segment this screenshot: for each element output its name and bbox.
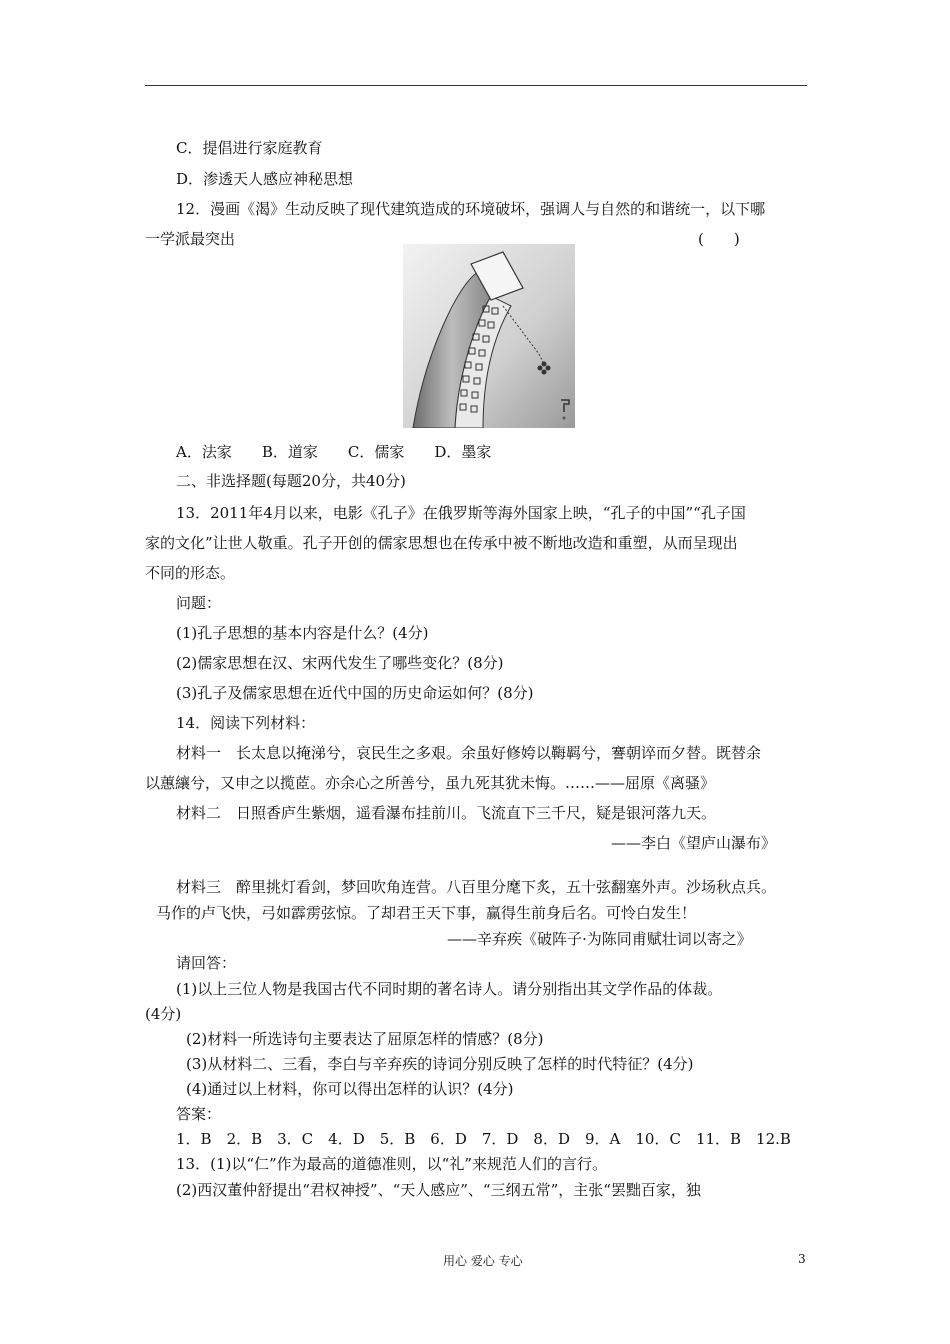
answers-label: 答案： xyxy=(176,1105,222,1123)
q14-material1-line2: 以蕙纕兮，又申之以揽茝。亦余心之所善兮，虽九死其犹未悔。……——屈原《离骚》 xyxy=(145,774,716,792)
q14-sub4: (4)通过以上材料，你可以得出怎样的认识？(4分) xyxy=(186,1080,514,1098)
footer-center-text: 用心 爱心 专心 xyxy=(443,1254,523,1268)
option-c: C．提倡进行家庭教育 xyxy=(176,139,323,157)
q14-answer-prompt: 请回答： xyxy=(176,954,237,972)
q13-question-label: 问题： xyxy=(176,594,222,612)
q13-line2: 家的文化”让世人敬重。孔子开创的儒家思想也在传承中被不断地改造和重塑，从而呈现出 xyxy=(145,534,738,552)
q14-sub3: (3)从材料二、三看，李白与辛弃疾的诗词分别反映了怎样的时代特征？(4分) xyxy=(186,1055,694,1073)
header-rule xyxy=(145,85,807,86)
q14-sub1-line1: (1)以上三位人物是我国古代不同时期的著名诗人。请分别指出其文学作品的体裁。 xyxy=(176,980,723,998)
q14-material2-source: ——李白《望庐山瀑布》 xyxy=(611,834,777,852)
q14-intro: 14．阅读下列材料： xyxy=(176,714,316,732)
q13-line1: 13．2011年4月以来，电影《孔子》在俄罗斯等海外国家上映，“孔子的中国”“孔子国 xyxy=(176,504,746,522)
option-d: D．渗透天人感应神秘思想 xyxy=(176,170,354,188)
q14-material3-line2: 马作的卢飞快，弓如霹雳弦惊。了却君王天下事，赢得生前身后名。可怜白发生！ xyxy=(156,904,697,922)
answers-multiple-choice: 1．B 2．B 3．C 4．D 5．B 6．D 7．D 8．D 9．A 10．C 11．B 12.B xyxy=(176,1130,791,1148)
q12-choices: A．法家 B．道家 C．儒家 D．墨家 xyxy=(176,443,492,461)
q12-bracket: ( ) xyxy=(698,230,740,248)
q13-sub2: (2)儒家思想在汉、宋两代发生了哪些变化？(8分) xyxy=(176,654,504,672)
q14-material2-line1: 材料二 日照香庐生紫烟，遥看瀑布挂前川。飞流直下三千尺，疑是银河落九天。 xyxy=(176,804,717,822)
q12-line1: 12．漫画《渴》生动反映了现代建筑造成的环境破坏，强调人与自然的和谐统一，以下哪 xyxy=(176,200,766,218)
q13-line3: 不同的形态。 xyxy=(145,564,236,582)
q13-sub1: (1)孔子思想的基本内容是什么？(4分) xyxy=(176,624,429,642)
page-number: 3 xyxy=(798,1252,806,1266)
q12-line2: 一学派最突出 xyxy=(145,230,236,248)
answers-q13-1: 13．(1)以“仁”作为最高的道德准则，以“礼”来规范人们的言行。 xyxy=(176,1155,608,1173)
q14-material3-line1: 材料三 醉里挑灯看剑，梦回吹角连营。八百里分麾下炙，五十弦翻塞外声。沙场秋点兵。 xyxy=(176,878,777,896)
q13-sub3: (3)孔子及儒家思想在近代中国的历史命运如何？(8分) xyxy=(176,684,534,702)
cartoon-thirst-image xyxy=(403,244,575,428)
section-2-heading: 二、非选择题(每题20分，共40分) xyxy=(176,472,406,490)
q14-material1-line1: 材料一 长太息以掩涕兮，哀民生之多艰。余虽好修姱以𩊱羁兮，謇朝谇而夕替。既替余 xyxy=(176,744,762,762)
q14-sub2: (2)材料一所选诗句主要表达了屈原怎样的情感？(8分) xyxy=(186,1030,544,1048)
q14-sub1-line2: (4分) xyxy=(145,1005,182,1023)
answers-q13-2: (2)西汉董仲舒提出“君权神授”、“天人感应”、“三纲五常”，主张“罢黜百家，独 xyxy=(176,1181,701,1199)
q14-material3-source: ——辛弃疾《破阵子·为陈同甫赋壮词以寄之》 xyxy=(447,930,752,948)
